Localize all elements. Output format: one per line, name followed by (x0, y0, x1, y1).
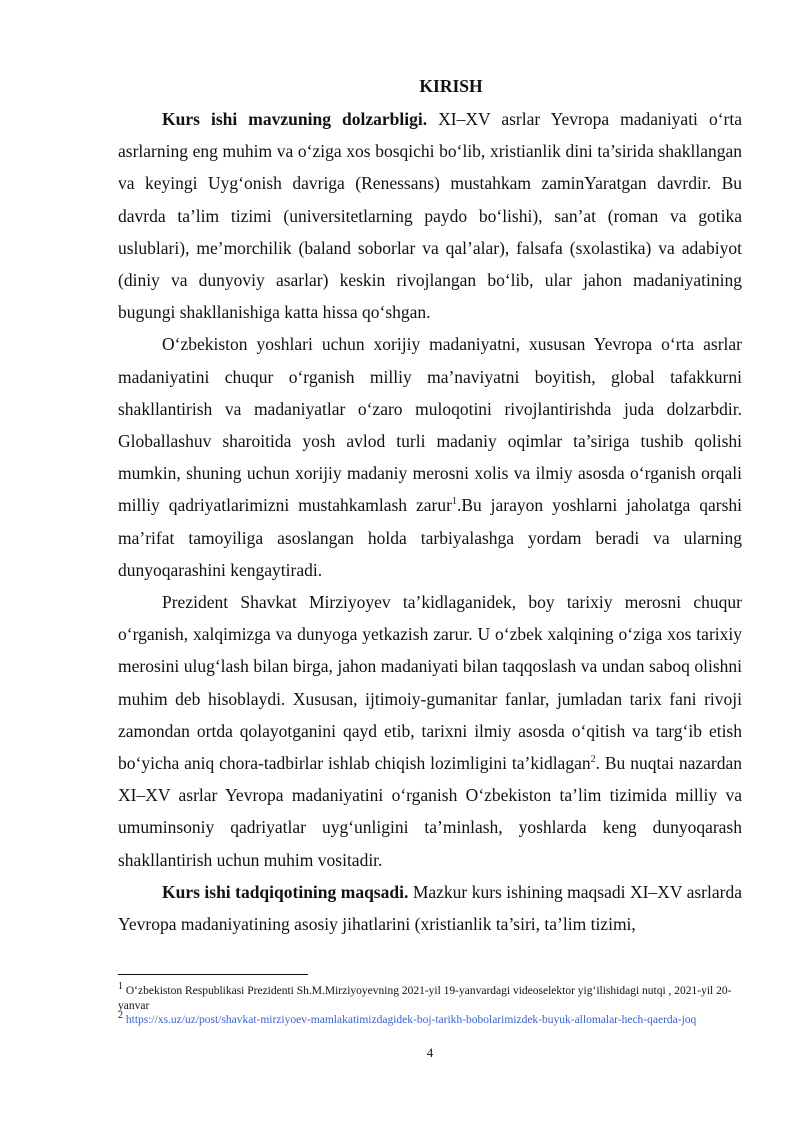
footnote-1-text: O‘zbekiston Respublikasi Prezidenti Sh.M.Mirziyoyevning 2021-yil 19-yanvardagi videoselektor yig‘ilishidagi nutqi , 2021-yil 20-yanvar (118, 985, 732, 1012)
footnotes (118, 981, 742, 1028)
relevance-text: XI–XV asrlar Yevropa madaniyati o‘rta asrlarning eng muhim va o‘ziga xos bosqichi bo‘lib, xristianlik dini ta’sirida shakllangan va keyingi Uyg‘onish davriga (Renessans) mustahkam zaminYaratgan davrdir. Bu davrda ta’lim tizimi (universitetlarning paydo bo‘lishi), san’at (roman va gotika uslublari), me’morchilik (baland soborlar va qal’alar), falsafa (sxolastika) va adabiyot (diniy va dunyoviy asarlar) keskin rivojlangan bo‘lib, ular jahon madaniyatining bugungi shakllanishiga katta hissa qo‘shgan. (118, 109, 743, 323)
footnote-1-number: 1 (118, 981, 123, 993)
footnote-1 (118, 981, 742, 1013)
footnote-2-link[interactable]: https://xs.uz/uz/post/shavkat-mirziyoev-mamlakatimizdagidek-boj-tarikh-bobolarimizdek-buyuk-allomalar-hech-qaerda-joq (123, 1014, 697, 1026)
goal-heading: Kurs ishi tadqiqotining maqsadi. (162, 881, 409, 902)
paragraph-relevance (118, 103, 742, 328)
body-text (118, 103, 742, 940)
page-number: 4 (426, 1045, 434, 1060)
paragraph-goal (118, 876, 742, 940)
goal-text: Mazkur kurs ishining maqsadi XI–XV asrlarda Yevropa madaniyatining asosiy jihatlarini (xristianlik ta’siri, ta’lim tizimi, (118, 881, 742, 935)
footnote-2 (118, 1010, 742, 1028)
paragraph-president (118, 586, 742, 876)
president-text-a: Prezident Shavkat Mirziyoyev ta’kidlaganidek, boy tarixiy merosni chuqur o‘rganish, xalqimizga va dunyoga yetkazish zarur. U o‘zbek xalqining o‘ziga xos tarixiy merosini ulug‘lash bilan birga, jahon madaniyati bilan taqqoslash va undan saboq olishni muhim deb hisoblaydi. Xususan, ijtimoiy-gumanitar fanlar, jumladan tarix fani rivoji zamondan ortda qolayotganini qayd etib, tarixni ilmiy asosda o‘qitish va targ‘ib etish bo‘yicha aniq chora-tadbirlar ishlab chiqish lozimligini ta’kidlagan (118, 592, 742, 774)
footnote-2-number: 2 (118, 1010, 123, 1022)
youth-text-a: O‘zbekiston yoshlari uchun xorijiy madaniyatni, xususan Yevropa o‘rta asrlar madaniyatini chuqur o‘rganish milliy ma’naviyatni boyitish, global tafakkurni shakllantirish va madaniyatlar o‘zaro muloqotini rivojlantirishda juda dolzarbdir. Globallashuv sharoitida yosh avlod turli madaniy oqimlar ta’siriga tushib qolishi mumkin, shuning uchun xorijiy madaniy merosni xolis va ilmiy asosda o‘rganish orqali milliy qadriyatlarimizni mustahkamlash zarur (118, 334, 742, 516)
footnote-ref-2[interactable]: 2 (590, 754, 596, 766)
footnote-ref-1[interactable]: 1 (451, 496, 457, 508)
relevance-heading: Kurs ishi mavzuning dolzarbligi. (162, 109, 428, 129)
footnote-separator (118, 974, 308, 975)
paragraph-youth (118, 328, 742, 586)
president-text-b: . Bu nuqtai nazardan XI–XV asrlar Yevropa madaniyatini o‘rganish O‘zbekiston ta’lim tizimida milliy va umuminsoniy qadriyatlar uyg‘unligini ta’minlash, yoshlarda keng dunyoqarash shakllantirish uchun muhim vositadir. (118, 753, 742, 870)
youth-text-b: .Bu jarayon yoshlarni jaholatga qarshi ma’rifat tamoyiliga asoslangan holda tarbiyalashga yordam beradi va ularning dunyoqarashini kengaytiradi. (118, 495, 742, 580)
section-title: KIRISH (419, 76, 483, 96)
